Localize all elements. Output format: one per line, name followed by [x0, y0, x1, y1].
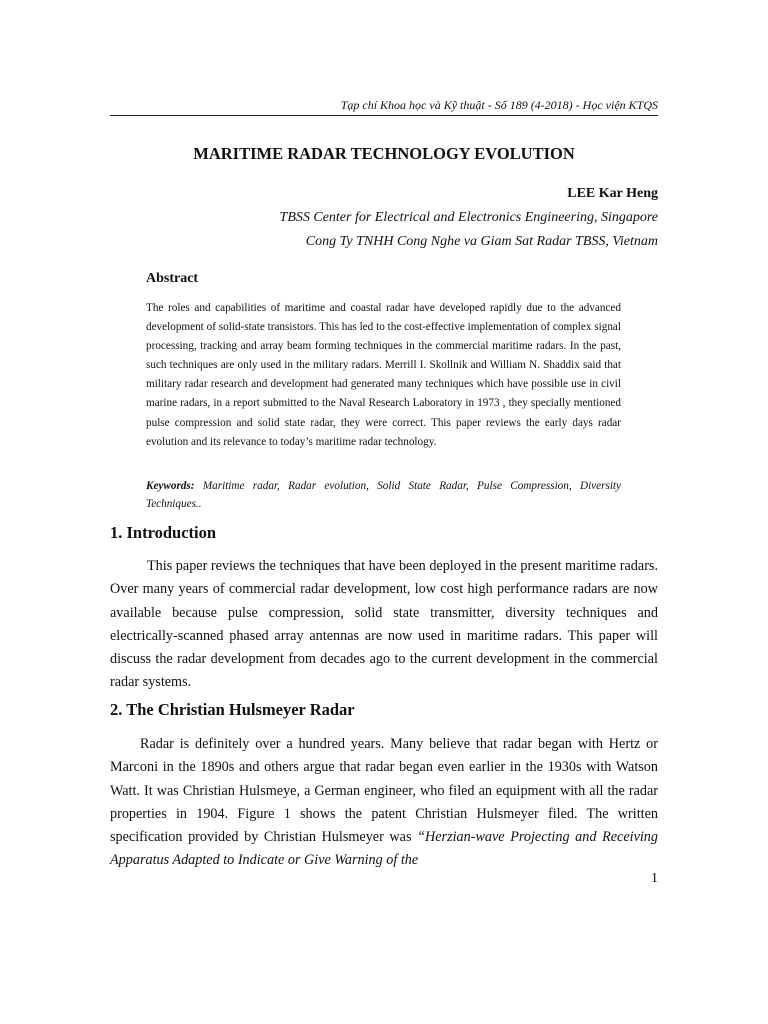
header-rule	[110, 115, 658, 116]
section-body-hulsmeyer-quote: “Herzian-wave Projecting and Receiving Apparatus Adapted to Indicate or Give Warning of the	[110, 829, 658, 869]
author-name: LEE Kar Heng	[567, 186, 658, 201]
keywords	[146, 477, 621, 513]
abstract-body: The roles and capabilities of maritime and coastal radar have developed rapidly due to the advanced development of solid-state transistors. This has led to the cost-effective implementation of complex signal processing, tracking and array beam forming techniques in the commercial maritime radars. In the past, such techniques are only used in the military radars. Merrill I. Skollnik and William N. Shaddix said that military radar research and development had generated many techniques which have possible use in civil marine radars, in a report submitted to the Naval Research Laboratory in 1973 , they specially mentioned pulse compression and solid state radar, they were correct. This paper reviews the early days radar evolution and its relevance to today’s maritime radar technology.	[146, 302, 621, 448]
section-heading-hulsmeyer: 2. The Christian Hulsmeyer Radar	[110, 700, 355, 719]
keywords-text: Maritime radar, Radar evolution, Solid State Radar, Pulse Compression, Diversity Techniques..	[146, 480, 622, 510]
section-body-hulsmeyer	[110, 733, 658, 873]
section-heading-introduction: 1. Introduction	[110, 523, 217, 542]
affiliation-1: TBSS Center for Electrical and Electronics Engineering, Singapore	[279, 210, 658, 225]
page-number: 1	[651, 871, 658, 886]
abstract-heading: Abstract	[146, 271, 199, 286]
paper-title: MARITIME RADAR TECHNOLOGY EVOLUTION	[193, 144, 575, 163]
running-head: Tạp chí Khoa học và Kỹ thuật - Số 189 (4-2018) - Học viện KTQS	[340, 98, 658, 112]
section-body-introduction: This paper reviews the techniques that have been deployed in the present maritime radars. Over many years of commercial radar development, low cost high performance radars are now available because pulse compression, solid state transmitter, diversity techniques and electrically-scanned phased array antennas are now used in maritime radars. This paper will discuss the radar development from decades ago to the current development in the commercial radar systems.	[110, 558, 658, 691]
keywords-label: Keywords:	[146, 480, 195, 492]
section-body-hulsmeyer-text: Radar is definitely over a hundred years. Many believe that radar began with Hertz or Marconi in the 1890s and others argue that radar began even earlier in the 1930s with Watson Watt. It was Christian Hulsmeye, a German engineer, who filed an equipment with all the radar properties in 1904. Figure 1 shows the patent Christian Hulsmeyer filed. The written specification provided by Christian Hulsmeyer was	[110, 736, 658, 846]
affiliation-2: Cong Ty TNHH Cong Nghe va Giam Sat Radar TBSS, Vietnam	[305, 234, 658, 249]
